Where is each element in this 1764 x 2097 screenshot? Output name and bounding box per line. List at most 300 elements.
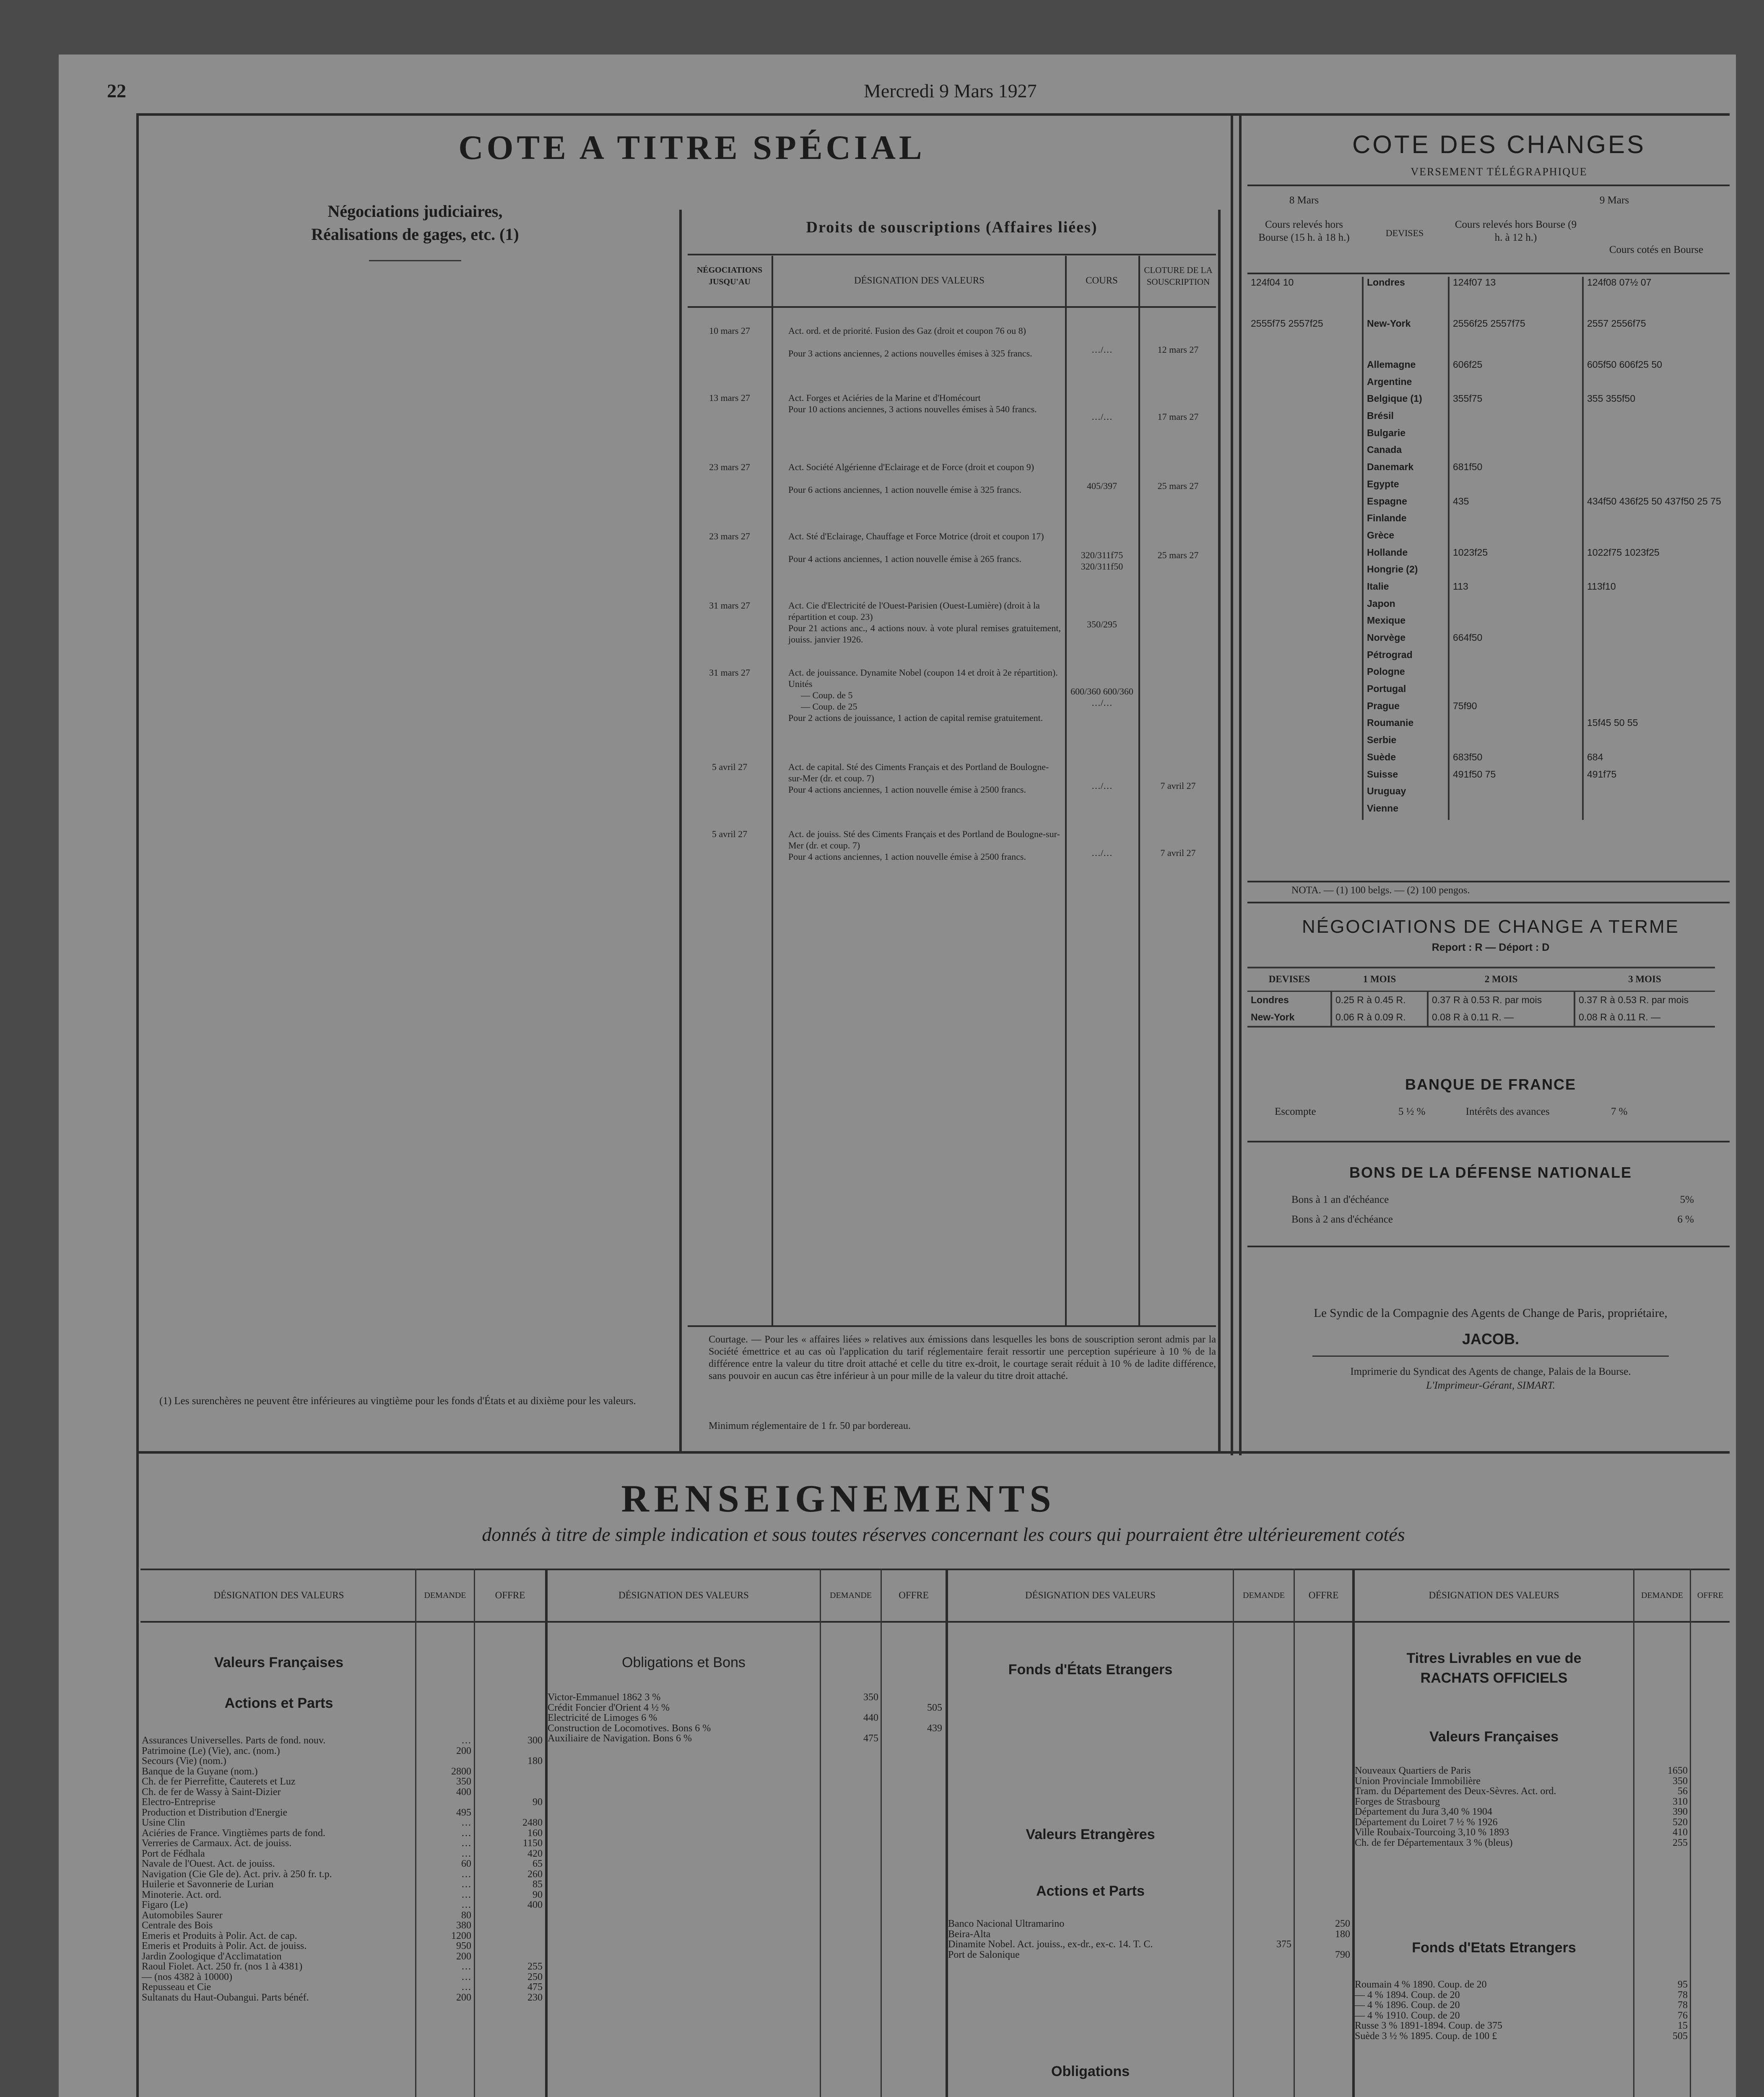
rens-col2-demande: DEMANDE <box>830 1591 872 1600</box>
banque-interets-value: 7 % <box>1611 1106 1628 1117</box>
courtage-rule <box>688 1325 1216 1327</box>
changes-row <box>1247 803 1728 820</box>
rens-list-item <box>142 1993 545 2003</box>
changes-cell-left <box>1247 769 1363 786</box>
rens-col3-offre: OFFRE <box>1308 1590 1339 1600</box>
rens-item-demande <box>820 1723 881 1734</box>
droits-row-cloture: 7 avril 27 <box>1160 848 1196 858</box>
changes-cell-right <box>1583 803 1728 820</box>
rens-item-name: Nouveaux Quartiers de Paris <box>1355 1765 1471 1776</box>
changes-cell-devise: Brésil <box>1363 410 1449 427</box>
terme-cell-m1: 0.06 R à 0.09 R. <box>1331 1009 1428 1027</box>
rens-item-name: Roumain 4 % 1890. Coup. de 20 <box>1355 1979 1487 1990</box>
changes-title: COTE DES CHANGES <box>1352 130 1646 159</box>
rens-item-offre <box>474 1910 545 1921</box>
rens-list-item <box>1355 1817 1690 1828</box>
rens-item-offre: 410 <box>1673 1827 1688 1838</box>
rens-item-offre: 85 <box>533 1879 543 1890</box>
rens-item-name: Figaro (Le) <box>142 1899 188 1910</box>
rens-item-demande <box>820 1703 881 1713</box>
rens-item-offre <box>474 1777 545 1787</box>
changes-cell-mid <box>1449 649 1583 666</box>
courtage-min: Minimum réglementaire de 1 fr. 50 par bordereau. <box>709 1421 911 1431</box>
droits-row-line: Pour 4 actions anciennes, 1 action nouvelle émise à 2500 francs. <box>788 784 1026 795</box>
rens-item-demande <box>415 1756 474 1767</box>
changes-cell-left: 2555f75 2557f25 <box>1247 318 1363 359</box>
changes-cell-mid: 683f50 <box>1449 752 1583 769</box>
changes-cell-right <box>1583 461 1728 479</box>
syndic-rule <box>1312 1356 1669 1357</box>
terme-cell-devise: New-York <box>1247 1009 1331 1027</box>
changes-cell-mid <box>1449 513 1583 530</box>
changes-cell-right: 124f08 07½ 07 <box>1587 277 1652 288</box>
changes-cell-left <box>1247 683 1363 700</box>
changes-cell-mid <box>1449 717 1583 734</box>
rens-item-demande: … <box>461 1971 471 1983</box>
changes-cell-left <box>1247 734 1363 752</box>
droits-row-cours: 600/360 600/360 …/… <box>1070 686 1133 708</box>
droits-row-line: Act. Société Algérienne d'Eclairage et de Force (droit et coupon 9) <box>788 462 1034 472</box>
bons-row-1 <box>1291 1193 1694 1206</box>
droits-row-date: 31 mars 27 <box>709 667 750 678</box>
changes-table-wrap <box>1247 277 1728 820</box>
left-rule <box>136 113 139 2097</box>
changes-date-left: 8 Mars <box>1289 195 1319 206</box>
rens-col3-designation: DÉSIGNATION DES VALEURS <box>1025 1590 1156 1600</box>
changes-nota: NOTA. — (1) 100 belgs. — (2) 100 pengos. <box>1291 885 1470 896</box>
changes-bottom-rule <box>1247 881 1730 882</box>
droits-row-line: — Coup. de 5 <box>801 690 853 700</box>
droits-row-cloture: 25 mars 27 <box>1157 550 1199 560</box>
changes-row <box>1247 581 1728 598</box>
rens-item-name: Repusseau et Cie <box>142 1982 211 1993</box>
changes-cell-right: 684 <box>1587 751 1603 762</box>
droits-row-cloture: 17 mars 27 <box>1157 411 1199 422</box>
changes-cell-devise: Roumanie <box>1363 717 1449 734</box>
changes-cell-mid <box>1449 444 1583 461</box>
rens-item-name: Jardin Zoologique d'Acclimatation <box>142 1951 282 1962</box>
changes-cell-devise: Canada <box>1363 444 1449 461</box>
rens-list-item <box>142 1890 545 1900</box>
rens-item-demande: 495 <box>456 1807 471 1818</box>
rens-item-demande <box>415 1797 474 1808</box>
rens-item-offre: 350 <box>1673 1775 1688 1787</box>
droits-col-sep-2 <box>1065 256 1067 1325</box>
droits-row-cours: …/… <box>1091 781 1113 791</box>
syndic-imprint-2: L'Imprimeur-Gérant, SIMART. <box>1426 1380 1555 1391</box>
changes-table <box>1247 277 1728 820</box>
changes-col-left: Cours relevés hors Bourse (15 h. à 18 h.) <box>1258 219 1350 243</box>
renseignements-subtitle: donnés à titre de simple indication et sous toutes réserves concernant les cours qui pourraient être ultérieurement cotés <box>482 1524 1405 1545</box>
changes-cell-left <box>1247 461 1363 479</box>
changes-cell-devise: Japon <box>1363 598 1449 615</box>
changes-cell-left <box>1247 479 1363 496</box>
droits-row-date: 31 mars 27 <box>709 600 750 611</box>
syndic-name: JACOB. <box>1462 1330 1520 1348</box>
changes-cell-devise: Suisse <box>1363 769 1449 786</box>
changes-cell-right <box>1583 683 1728 700</box>
changes-cell-left <box>1247 700 1363 718</box>
rens-list-item <box>1355 2011 1690 2021</box>
rens-list-item <box>1355 2031 1690 2042</box>
banque-title: BANQUE DE FRANCE <box>1405 1076 1576 1093</box>
terme-cell-m3: 0.37 R à 0.53 R. par mois <box>1579 994 1689 1006</box>
terme-row <box>1247 1009 1715 1027</box>
droits-row-line: Pour 2 actions de jouissance, 1 action de capital remise gratuitement. <box>788 713 1043 723</box>
droits-right-rule <box>1218 210 1221 1451</box>
rens-item-offre <box>474 1951 545 1962</box>
rens-list-item <box>1355 1797 1690 1807</box>
terme-row <box>1247 991 1715 1009</box>
rens-item-name: — 4 % 1910. Coup. de 20 <box>1355 2010 1460 2021</box>
changes-cell-devise: Serbie <box>1363 734 1449 752</box>
rens-item-demande: 2800 <box>451 1766 471 1777</box>
changes-row <box>1247 769 1728 786</box>
changes-cell-right: 113f10 <box>1587 580 1616 592</box>
rens-item-demande: 1200 <box>451 1930 471 1941</box>
changes-cell-mid <box>1449 615 1583 632</box>
rens-item-name: Navale de l'Ouest. Act. de jouiss. <box>142 1858 275 1869</box>
changes-cell-left: 124f04 10 <box>1247 277 1363 318</box>
changes-cell-devise: Hollande <box>1363 547 1449 564</box>
changes-cell-mid <box>1449 734 1583 752</box>
banque-escompte-value: 5 ½ % <box>1398 1106 1426 1117</box>
rens-item-offre: 90 <box>533 1889 543 1900</box>
rens-item-offre: 790 <box>1335 1949 1350 1960</box>
rens-item-name: Ch. de fer Départementaux 3 % (bleus) <box>1355 1837 1513 1848</box>
renseignements-title: RENSEIGNEMENTS <box>621 1477 1056 1520</box>
rens-item-offre <box>474 1746 545 1756</box>
rens-item-offre: 420 <box>527 1848 543 1859</box>
rens-col4-heading-3: Fonds d'Etats Etrangers <box>1412 1940 1576 1956</box>
rens-item-demande: … <box>461 1817 471 1828</box>
changes-row <box>1247 359 1728 376</box>
changes-row <box>1247 752 1728 769</box>
rens-item-demande: 475 <box>863 1733 878 1744</box>
changes-cell-right <box>1583 410 1728 427</box>
changes-cell-devise: Egypte <box>1363 479 1449 496</box>
rens-item-demande: … <box>461 1735 471 1746</box>
negociations-title-2: Réalisations de gages, etc. <box>311 225 496 244</box>
changes-col-devises: DEVISES <box>1385 228 1424 238</box>
droits-row-line: — Coup. de 25 <box>801 701 857 712</box>
rens-item-name: Département du Jura 3,40 % 1904 <box>1355 1806 1492 1817</box>
changes-cell-left <box>1247 547 1363 564</box>
rens-col3-list <box>948 1919 1353 1960</box>
rens-item-name: Département du Loiret 7 ½ % 1926 <box>1355 1816 1498 1828</box>
rens-list-item <box>142 1910 545 1921</box>
changes-col-mid: Cours relevés hors Bourse (9 h. à 12 h.) <box>1455 219 1577 243</box>
rens-item-demande: … <box>461 1879 471 1890</box>
rens-sub-2b <box>881 1569 882 2097</box>
rens-sep-1 <box>545 1569 548 2097</box>
rens-item-offre: 95 <box>1678 1979 1688 1990</box>
rens-list-item <box>142 1797 545 1808</box>
rens-item-name: Ch. de fer Pierrefitte, Cauterets et Luz <box>142 1776 296 1787</box>
changes-row <box>1247 427 1728 445</box>
rens-item-demande: 950 <box>456 1941 471 1951</box>
rens-col1-heading-2: Actions et Parts <box>224 1695 333 1711</box>
rens-item-name: Emeris et Produits à Polir. Act. de cap. <box>142 1930 297 1941</box>
changes-cell-devise: Pologne <box>1363 666 1449 683</box>
changes-cell-left <box>1247 496 1363 513</box>
rens-item-offre: 475 <box>527 1982 543 1993</box>
changes-cell-mid <box>1449 410 1583 427</box>
column-rule <box>1231 113 1233 1455</box>
rens-list-item <box>1355 2021 1690 2031</box>
rens-item-demande: … <box>461 1868 471 1880</box>
rens-list-item <box>142 1972 545 1983</box>
changes-cell-right <box>1583 598 1728 615</box>
changes-cell-right <box>1583 513 1728 530</box>
changes-row <box>1247 786 1728 803</box>
terme-col-devises: DEVISES <box>1268 974 1310 985</box>
rens-list-item <box>1355 2000 1690 2011</box>
rens-item-offre: 390 <box>1673 1806 1688 1817</box>
bons-title: BONS DE LA DÉFENSE NATIONALE <box>1349 1164 1632 1181</box>
rens-col1-heading-1: Valeurs Françaises <box>214 1655 344 1670</box>
changes-col-right: Cours cotés en Bourse <box>1609 244 1704 255</box>
rens-list-item <box>948 1939 1353 1950</box>
rens-col1-list <box>142 1735 545 2003</box>
rens-item-demande: … <box>461 1961 471 1972</box>
rens-item-demande <box>1233 1950 1294 1960</box>
droits-row-line: Pour 3 actions anciennes, 2 actions nouvelles émises à 325 francs. <box>788 348 1032 359</box>
changes-row <box>1247 496 1728 513</box>
changes-row <box>1247 547 1728 564</box>
changes-cell-left <box>1247 598 1363 615</box>
changes-top-rule <box>1247 185 1730 186</box>
rens-item-offre: 160 <box>527 1827 543 1839</box>
rens-list-item <box>142 1746 545 1756</box>
rens-item-name: Raoul Fiolet. Act. 250 fr. (nos 1 à 4381) <box>142 1961 303 1972</box>
changes-cell-mid: 355f75 <box>1449 393 1583 410</box>
droits-row-line: Pour 21 actions anc., 4 actions nouv. à vote plural remises gratuitement, jouiss. janvier 1926. <box>788 623 1061 645</box>
rens-list-item <box>548 1723 945 1734</box>
droits-row-line: Pour 10 actions anciennes, 3 actions nouvelles émises à 540 francs. <box>788 404 1037 414</box>
rens-list-item <box>1355 1827 1690 1838</box>
rens-item-offre: 520 <box>1673 1816 1688 1828</box>
rens-item-name: Union Provinciale Immobilière <box>1355 1775 1481 1787</box>
changes-cell-right: 355 355f50 <box>1587 393 1636 404</box>
droits-row-line: Pour 4 actions anciennes, 1 action nouvelle émise à 2500 francs. <box>788 851 1026 862</box>
changes-cell-mid: 664f50 <box>1449 632 1583 649</box>
surencheres-footnote: (1) Les surenchères ne peuvent être inférieures au vingtième pour les fonds d'États et au dixième pour les valeurs. <box>159 1395 636 1407</box>
rens-item-offre: 76 <box>1678 2010 1688 2021</box>
rens-item-offre: 90 <box>533 1797 543 1808</box>
changes-cell-mid: 491f50 75 <box>1449 769 1583 786</box>
changes-cell-right <box>1583 615 1728 632</box>
changes-cell-left <box>1247 393 1363 410</box>
changes-cell-devise: Allemagne <box>1363 359 1449 376</box>
rens-item-name: Secours (Vie) (nom.) <box>142 1756 226 1767</box>
changes-cell-left <box>1247 444 1363 461</box>
droits-col-cours: COURS <box>1086 275 1118 286</box>
rens-list-item <box>142 1920 545 1931</box>
changes-cell-right <box>1583 700 1728 718</box>
droits-row-cours: …/… <box>1091 344 1113 355</box>
droits-row-cours: …/… <box>1091 848 1113 858</box>
rens-item-name: Assurances Universelles. Parts de fond. nouv. <box>142 1735 326 1746</box>
rens-item-name: Ville Roubaix-Tourcoing 3,10 % 1893 <box>1355 1827 1509 1838</box>
syndic-imprint-1: Imprimerie du Syndicat des Agents de change, Palais de la Bourse. <box>1350 1366 1631 1377</box>
terme-cell-devise: Londres <box>1247 991 1331 1009</box>
changes-cell-right <box>1583 734 1728 752</box>
changes-row <box>1247 513 1728 530</box>
rens-item-name: — 4 % 1894. Coup. de 20 <box>1355 1989 1460 2001</box>
changes-cell-left <box>1247 786 1363 803</box>
rens-list-item <box>1355 1786 1690 1797</box>
banque-escompte-label: Escompte <box>1275 1106 1316 1117</box>
droits-row-date: 23 mars 27 <box>709 531 750 541</box>
changes-cell-right <box>1583 632 1728 649</box>
rens-item-offre <box>881 1692 945 1703</box>
changes-row <box>1247 530 1728 547</box>
rens-item-offre: 505 <box>927 1702 942 1713</box>
syndic-line: Le Syndic de la Compagnie des Agents de Change de Paris, propriétaire, <box>1314 1306 1668 1320</box>
rens-item-offre <box>474 1767 545 1777</box>
rens-col2-offre: OFFRE <box>899 1590 929 1600</box>
changes-cell-mid <box>1449 786 1583 803</box>
terme-table <box>1247 967 1715 1028</box>
rens-item-demande: … <box>461 1848 471 1859</box>
terme-top-rule <box>1247 902 1730 903</box>
droits-row-date: 10 mars 27 <box>709 325 750 336</box>
rens-list-item <box>142 1931 545 1941</box>
rens-list-item <box>142 1859 545 1869</box>
rens-item-name: Electro-Entreprise <box>142 1797 216 1808</box>
rens-list-item <box>142 1808 545 1818</box>
changes-cell-right: 434f50 436f25 50 437f50 25 75 <box>1587 495 1721 507</box>
rens-item-demande: 200 <box>456 1951 471 1962</box>
rens-list-item <box>142 1900 545 1910</box>
changes-cell-left <box>1247 530 1363 547</box>
rens-item-offre: 260 <box>527 1868 543 1880</box>
changes-cell-mid <box>1449 666 1583 683</box>
rens-item-offre: 1650 <box>1668 1765 1688 1776</box>
rens-sub-3a <box>1233 1569 1234 2097</box>
changes-cell-right <box>1583 564 1728 581</box>
rens-item-name: Minoterie. Act. ord. <box>142 1889 221 1900</box>
changes-cell-mid <box>1449 530 1583 547</box>
bons-row-label: Bons à 2 ans d'échéance <box>1291 1214 1393 1225</box>
changes-cell-right <box>1583 649 1728 666</box>
changes-cell-left <box>1247 581 1363 598</box>
changes-cell-mid: 606f25 <box>1449 359 1583 376</box>
cote-special-title: COTE A TITRE SPÉCIAL <box>458 128 925 167</box>
changes-cell-mid: 124f07 13 <box>1449 277 1583 318</box>
rens-list-item <box>948 1919 1353 1929</box>
rens-head-top <box>140 1569 1730 1570</box>
droits-col-sep-3 <box>1138 256 1140 1325</box>
terme-subtitle: Report : R — Déport : D <box>1431 942 1550 953</box>
rens-col2-list <box>548 1692 945 1744</box>
rens-item-demande: 375 <box>1276 1939 1291 1950</box>
droits-row-date: 5 avril 27 <box>712 762 748 772</box>
changes-cell-left <box>1247 513 1363 530</box>
changes-cell-mid: 113 <box>1449 581 1583 598</box>
droits-row-line: Act. Forges et Aciéries de la Marine et d'Homécourt <box>788 393 981 403</box>
rens-item-name: Production et Distribution d'Energie <box>142 1807 288 1818</box>
changes-row <box>1247 598 1728 615</box>
rens-item-offre <box>474 1920 545 1931</box>
rens-item-offre: 505 <box>1673 2030 1688 2042</box>
rens-item-demande: 60 <box>461 1858 471 1869</box>
changes-cell-left <box>1247 649 1363 666</box>
droits-row-line: Act. de jouiss. Sté des Ciments Français et des Portland de Boulogne-sur-Mer (dr. et coup. 7) <box>788 829 1060 851</box>
changes-cell-left <box>1247 752 1363 769</box>
rens-item-name: Aciéries de France. Vingtièmes parts de fond. <box>142 1827 325 1839</box>
rens-col2-designation: DÉSIGNATION DES VALEURS <box>618 1590 749 1600</box>
rens-list-item <box>548 1713 945 1723</box>
rens-item-name: Electricité de Limoges 6 % <box>548 1712 657 1723</box>
rens-list-item <box>548 1703 945 1713</box>
droits-row-line: Pour 4 actions anciennes, 1 action nouvelle émise à 265 francs. <box>788 554 1021 564</box>
page-number: 22 <box>107 80 126 101</box>
droits-row-line: Act. de capital. Sté des Ciments Français et des Portland de Boulogne-sur-Mer (dr. et coup. 7) <box>788 762 1049 783</box>
rens-item-offre: 65 <box>533 1858 543 1869</box>
rens-item-demande: … <box>461 1838 471 1849</box>
changes-cell-right: 1022f75 1023f25 <box>1587 546 1660 558</box>
changes-cell-devise: Vienne <box>1363 803 1449 820</box>
rens-col4-offre: OFFRE <box>1697 1591 1724 1600</box>
changes-cell-mid: 75f90 <box>1449 700 1583 718</box>
droits-col-rule <box>688 306 1216 308</box>
changes-cell-devise: Hongrie (2) <box>1363 564 1449 581</box>
droits-left-rule <box>679 210 682 1451</box>
rens-item-offre <box>1294 1939 1353 1950</box>
terme-col-1mois: 1 MOIS <box>1363 974 1396 985</box>
rens-list-item <box>548 1733 945 1744</box>
droits-head-rule <box>688 254 1216 255</box>
changes-row <box>1247 410 1728 427</box>
changes-cell-mid <box>1449 479 1583 496</box>
rens-item-offre: 250 <box>1335 1918 1350 1929</box>
rens-list-item <box>1355 1980 1690 1990</box>
rens-item-offre: 15 <box>1678 2020 1688 2031</box>
changes-cell-devise: Espagne <box>1363 496 1449 513</box>
changes-cell-left <box>1247 427 1363 445</box>
rens-list-item <box>142 1962 545 1972</box>
changes-row <box>1247 393 1728 410</box>
droits-row-cloture: 25 mars 27 <box>1157 481 1199 491</box>
rens-list-item <box>142 1941 545 1951</box>
rens-item-offre: 230 <box>527 1992 543 2003</box>
rens-list-item <box>1355 1776 1690 1787</box>
rens-col4-list-2 <box>1355 1980 1690 2041</box>
rens-list-item <box>142 1787 545 1798</box>
changes-cell-devise: Argentine <box>1363 376 1449 393</box>
rens-item-name: Emeris et Produits à Polir. Act. de jouiss. <box>142 1941 307 1951</box>
changes-cell-mid <box>1449 683 1583 700</box>
rens-item-demande: 200 <box>456 1992 471 2003</box>
changes-cell-devise: Bulgarie <box>1363 427 1449 445</box>
changes-cell-right: 2557 2556f75 <box>1587 318 1646 329</box>
changes-row <box>1247 717 1728 734</box>
changes-cell-devise: Prague <box>1363 700 1449 718</box>
changes-row <box>1247 649 1728 666</box>
courtage-text: Courtage. — Pour les « affaires liées » relatives aux émissions dans lesquelles les bons de souscription seront admis par la Société émettrice et au cas où l'application du tarif réglementaire ferait ressortir une perception supérieure à 10 % de la différence entre la valeur du titre droit attaché et celle du titre ex-droit, le courtage serait réduit à 10 % de ladite différence, sans pouvoir en aucun cas être inférieur à un pour mille de la valeur du titre droit attaché. <box>709 1334 1216 1382</box>
rens-item-offre: 300 <box>527 1735 543 1746</box>
changes-cell-left <box>1247 803 1363 820</box>
terme-cell-m2: 0.08 R à 0.11 R. — <box>1428 1009 1574 1027</box>
rens-head-bottom <box>140 1621 1730 1623</box>
rens-list-item <box>1355 1766 1690 1776</box>
changes-cell-right <box>1583 786 1728 803</box>
changes-cell-mid <box>1449 564 1583 581</box>
changes-cell-right <box>1583 444 1728 461</box>
rens-item-offre: 250 <box>527 1971 543 1983</box>
